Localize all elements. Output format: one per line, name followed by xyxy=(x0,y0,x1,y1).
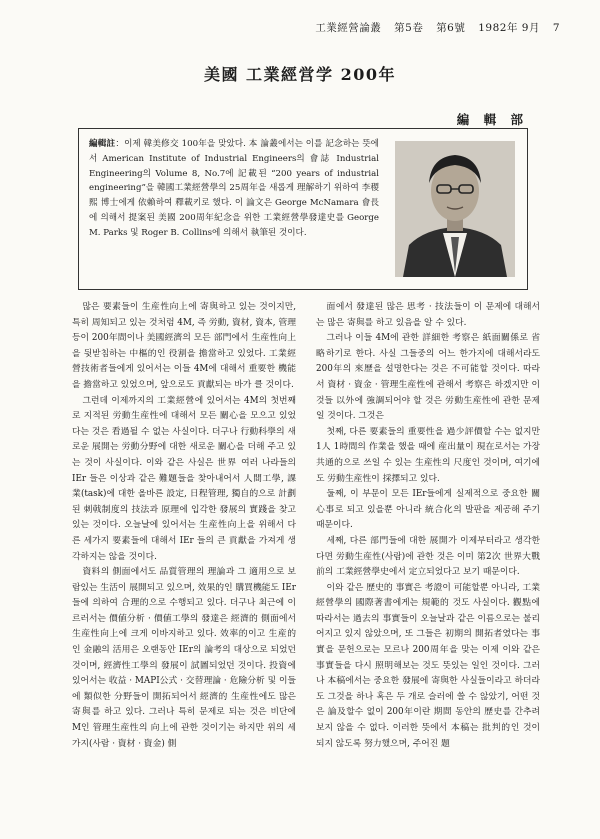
body-column-right xyxy=(316,300,540,830)
volume: 第5卷 xyxy=(394,22,424,34)
article-title: 美國 工業經営学 200年 xyxy=(203,65,397,84)
editor-note xyxy=(89,137,379,241)
page-number: 7 xyxy=(552,22,560,34)
issue-number: 第6號 xyxy=(436,22,466,34)
body-paragraph: 面에서 發達된 많은 思考 · 技法들이 이 문제에 대해서는 많은 寄與를 하고 있음을 알 수 있다. xyxy=(316,302,540,328)
body-column-left xyxy=(72,300,296,830)
body-paragraph: 그러나 이들 4M에 관한 詳細한 考察은 紙面關係로 省略하기로 한다. 사실 그들중의 어느 한가지에 대해서라도 200年의 來歷을 설명한다는 것은 不可能할 것이다. 따라서 資材 · 資金 · 管理生産性에 관해서 考察은 하겠지만 이것들 以外에 強調되어야 할 것은 労動生産性에 관한 문제일 것이다. 그것은 xyxy=(316,333,540,422)
body-paragraph: 첫째, 다른 要素들의 重要性을 過少評價할 수는 없지만 1人 1時間의 作業을 했을 때에 産出量이 現在로서는 가장 共通的으로 쓰일 수 있는 生産性의 尺度인 것이며, 여기에도 労動生産性이 採擇되고 있다. xyxy=(316,426,540,484)
body-paragraph: 둘째, 이 부문이 모든 IEr들에게 실제적으로 중요한 關心事로 되고 있을뿐 아니라 統合化의 발판을 제공해 주기 때문이다. xyxy=(316,489,540,531)
editor-note-label: 編輯註 xyxy=(89,139,116,149)
author-portrait-photo xyxy=(395,141,515,277)
editor-note-text: ：이제 韓美修交 100年을 맞았다. 本 論叢에서는 이를 記念하는 뜻에서 American Institute of Industrial Engineers의 會誌 Industrial Engineering의 Volume 8, No.7에 記載된 “200 years of industrial engineering”을 韓國工業經營學의 25周年을 새롭게 理解하기 위하여 李稷熙 博士에게 依賴하여 釋載키로 했다. 이 論文은 George McNamara 會長에 의해서 提案된 美國 200周年紀念을 위한 工業經營學發達史를 George M. Parks 및 Roger B. Collins에 의해서 執筆된 것이다. xyxy=(89,139,379,238)
running-head xyxy=(306,20,560,35)
body-paragraph: 그런데 이제까지의 工業經營에 있어서는 4M의 첫번째로 지적된 労動生産性에 대해서 모든 關心을 모으고 있었다는 것은 看過될 수 없는 사실이다. 더구나 行動科學의 새로운 展開는 労動分野에 대한 새로운 關心을 더해 주고 있는 것이 사실이다. 이와 같은 사실은 世界 여러 나라들의 IEr 들은 이상과 같은 難題들을 찾아내어서 人間工學, 課業(task)에 대한 올바른 設定, 日程管理, 獨自的으로 計劃된 刺戟制度의 技法과 原理에 입각한 發展의 實踐을 찾고 있는 것이다. 오늘날에 있어서는 生産性向上을 위해서 다른 세가지 要素들에 대해서 IEr 들의 큰 貢獻을 가져게 생각하지는 않을 것이다. xyxy=(72,395,296,562)
body-paragraph: 資料의 側面에서도 品質管理의 理論과 그 適用으로 보람있는 生活이 展開되고 있으며, 效果的인 購買機能도 IEr 들에 의하여 合理的으로 수행되고 있다. 더구나 최근에 이르러서는 價値分析 · 價値工學의 發達은 經濟的 側面에서 生産性向上에 크게 이바지하고 있다. 效率的이고 生産的인 金融의 活用은 오랜동안 IEr의 論考의 대상으로 되었던것이며, 經濟性工學의 發展이 試圖되었던 것이다. 投資에 있어서는 收益 · MAPI公式 · 交替理論 · 危險分析 및 이들에 類似한 分野들이 開拓되어서 經濟的 生産性에도 많은 寄與를 하고 있다. 그러나 특히 문제로 되는 것은 비단에 M인 管理生産性의 向上에 관한 것이기는 하지만 위의 세 가지(사람 · 資材 · 資金) 側 xyxy=(72,567,296,749)
article-author: 編 輯 部 xyxy=(456,112,528,127)
body-paragraph: 많은 要素들이 生産性向上에 寄與하고 있는 것이지만, 특히 周知되고 있는 것처럼 4M, 즉 労動, 資材, 資本, 管理 등이 200年間이나 美國經濟의 모든 部門에서 生産性向上을 뒷받침하는 中樞的인 役割을 擔當하고 있었다. 工業經營技術者들에게 있어서는 이들 4M에 대해서 重要한 機能을 擔當하고 있었으며, 앞으로도 貢獻되는 바가 클 것이다. xyxy=(72,302,296,390)
publication-date: 1982年 9月 xyxy=(478,22,540,34)
editor-note-box xyxy=(78,128,528,290)
body-paragraph: 이와 같은 歷史的 事實은 考證이 可能할뿐 아니라, 工業經營學의 國際著書에게는 規範的 것도 사실이다. 觀點에 따라서는 過去의 事實들이 오늘날과 같은 이름으로는 불리어지고 있지 않았으며, 또 그들은 初期의 開拓者였다는 事實을 문헌으로는 모르나 200周年을 맞는 이제 이와 같은 事實들을 다시 照明해보는 것도 뜻있는 일인 것이다. 그러나 本稿에서는 중요한 發展에 寄與한 사실들이라고 하더라도 그것을 하나 혹은 두 개로 슬러에 쓸 수 않았기, 어떤 것은 論及할수 없이 200年이란 期間 동안의 歷史를 간추려 보지 않을 수 없다. 이러한 뜻에서 本稿는 批判的인 것이 되지 않도록 努力했으며, 주어진 題 xyxy=(316,582,540,749)
body-paragraph: 세째, 다른 部門들에 대한 展開가 이제부터라고 생각한다면 労動生産性(사람)에 관한 것은 이미 第2次 世界大戰前의 工業經營學史에서 定立되었다고 보기 때문이다. xyxy=(316,535,540,578)
journal-name: 工業經營論叢 xyxy=(315,22,382,34)
